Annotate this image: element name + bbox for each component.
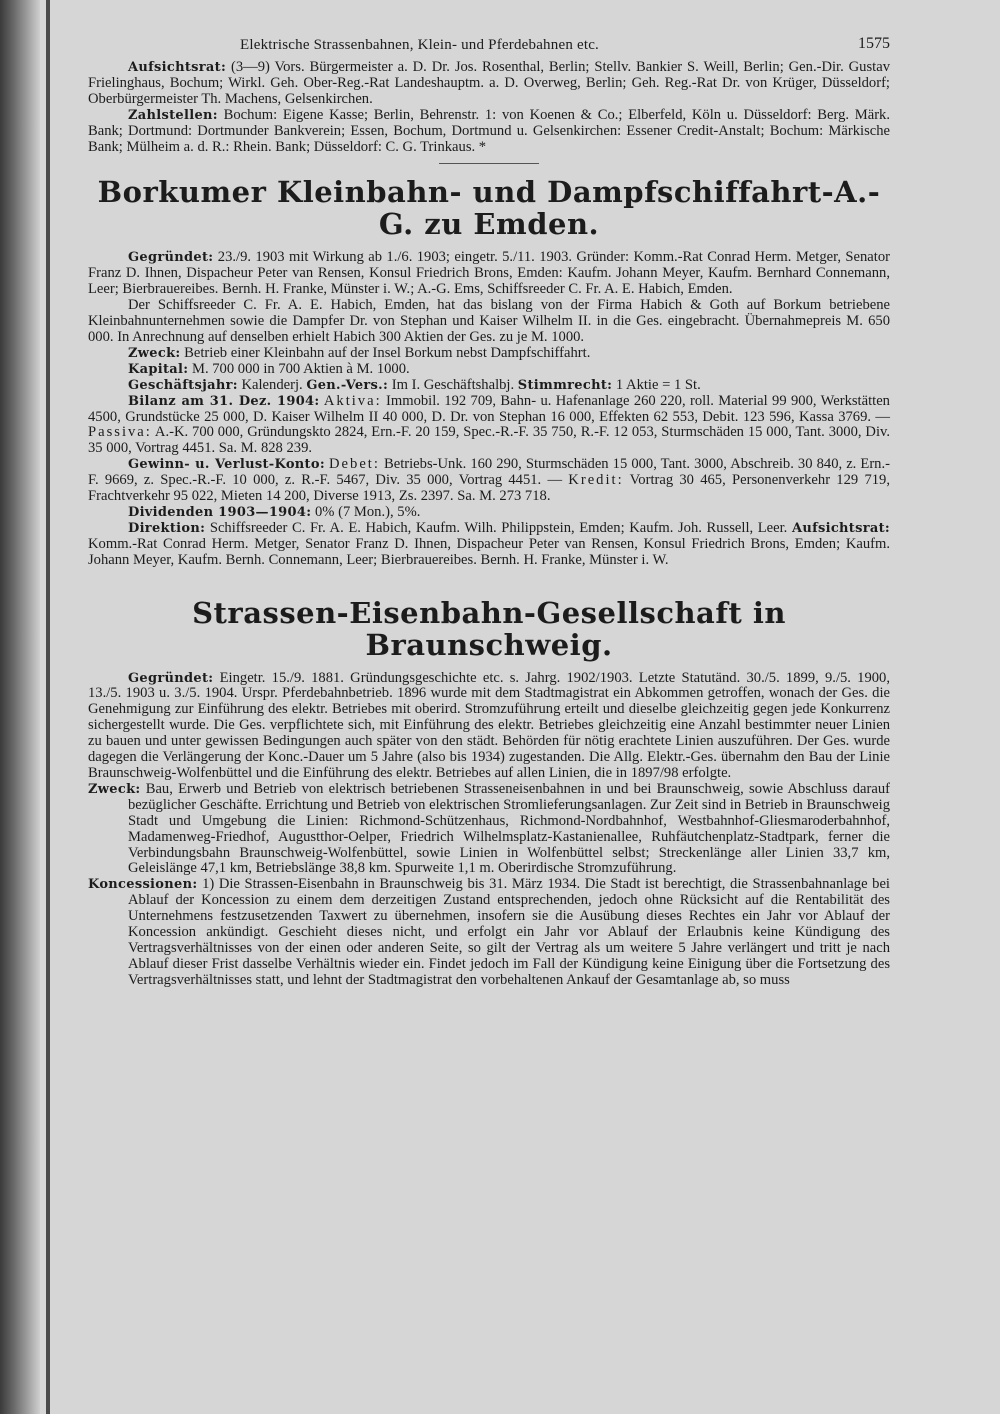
page-fold-line — [46, 0, 50, 1414]
text-debet: Betriebs-Unk. 160 290, Sturmschäden 15 000, Tant. 3000, Abschreib. 30 840, z. Ern.-F. 9669, z. Spec.-R.-F. 10 000, z. R.-F. 5467, Div. 35 000, Vortrag 4451. — — [88, 456, 890, 489]
label-geschaeftsjahr: Geschäftsjahr: — [128, 377, 238, 393]
label-genvers: Gen.-Vers.: — [306, 377, 389, 393]
text-koncessionen: 1) Die Strassen-Eisenbahn in Braunschweig bis 31. März 1934. Die Stadt ist berechtigt, die Strassenbahnanlage bei Ablauf der Koncession zu einem dem derzeitigen Zustand entsprechenden, jedoch ohne Rücksicht auf die Rentabilität des Unternehmens festzusetzenden Taxwert zu übernehmen, insofern sie die Ausübung dieses Rechtes ein Jahr vor Ablauf der Koncession ankündigt. Geschieht dieses nicht, und erfolgt ein Jahr vor Ablauf der Erlaubnis keine Kündigung des Vertragsverhältnisses von der einen oder anderen Seite, so gilt der Vertrag als um weitere 5 Jahre verlängert und tritt je nach Ablauf dieser Frist dasselbe Verhältnis wieder ein. Findet jedoch im Fall der Kündigung keine Einigung über die Fortsetzung des Vertragsverhältnisses statt, und lehnt der Stadtmagistrat den vorbehaltenen Ankauf der Gesamtanlage ab, so muss — [128, 876, 890, 988]
text-kredit: Vortrag 30 465, Personenverkehr 129 719, Frachtverkehr 95 022, Mieten 14 200, Diverse 1913, Zs. 2397. Sa. M. 273 718. — [88, 472, 890, 505]
document-page — [88, 34, 890, 989]
prev-zahlstellen — [88, 108, 890, 156]
text-direktion: Schiffsreeder C. Fr. A. E. Habich, Kaufm. Wilh. Philippstein, Emden; Kaufm. Joh. Russell, Leer. — [209, 519, 788, 536]
text-zweck: Betrieb einer Kleinbahn auf der Insel Borkum nebst Dampfschiffahrt. — [184, 344, 591, 361]
borkum-guv — [88, 457, 890, 505]
borkum-direktion — [88, 521, 890, 569]
borkum-geschaeftsjahr — [88, 378, 890, 394]
page-number: 1575 — [858, 35, 890, 52]
running-head — [88, 34, 890, 60]
text-gegruendet-bs: Eingetr. 15./9. 1881. Gründungsgeschichte etc. s. Jahrg. 1902/1903. Letzte Statutänd. 30./5. 1899, 9./5. 1900, 13./5. 1903 u. 3./5. 1904. Urspr. Pferdebahnbetrieb. 1896 wurde mit dem Stadtmagistrat ein Abkommen getroffen, wonach der Ges. die Genehmigung zur Einführung des elektr. Betriebes mit oberird. Stromzuführung erteilt und dieselbe gleichzeitig gegen jede Konkurrenz sichergestellt wurde. Die Ges. verpflichtete sich, mit Einführung des elektr. Betriebes gleichzeitig eine Anzahl bestimmter neuer Linien zu bauen und unter gewissen Bedingungen auch später von den städt. Behörden für nötig erachtete Linien auszuführen. Der Ges. wurde dagegen die Verlängerung der Konc.-Dauer um 5 Jahre (also bis 1934) zugestanden. Die Allg. Elektr.-Ges. übernahm den Bau der Linie Braunschweig-Wolfenbüttel und die Einführung des elektr. Betriebes auf allen Linien, die in 1897/98 erfolgte. — [88, 669, 890, 781]
label-guv: Gewinn- u. Verlust-Konto: — [128, 457, 325, 473]
section-divider — [439, 163, 539, 164]
borkum-zweck — [88, 346, 890, 362]
borkum-dividenden — [88, 505, 890, 521]
text-dividenden: 0% (7 Mon.), 5%. — [314, 503, 421, 520]
label-zweck: Zweck: — [128, 345, 181, 361]
braunschweig-koncessionen — [88, 877, 890, 988]
label-aufsichtsrat-borkum: Aufsichtsrat: — [791, 520, 890, 536]
label-dividenden: Dividenden 1903—1904: — [128, 504, 312, 520]
word-passiva: Passiva: — [88, 424, 152, 441]
label-bilanz: Bilanz am 31. Dez. 1904: — [128, 393, 320, 409]
text-aktiva: Immobil. 192 709, Bahn- u. Hafenanlage 260 220, roll. Material 99 900, Werkstätten 4500, Grundstücke 25 000, D. Kaiser Wilhelm II 40 000, D. Dr. von Stephan 16 000, Effekten 62 553, Debit. 123 596, Kassa 3769. — — [88, 392, 890, 425]
text-kapital: M. 700 000 in 700 Aktien à M. 1000. — [191, 360, 410, 377]
text-stimmrecht: 1 Aktie = 1 St. — [615, 376, 701, 393]
label-kapital: Kapital: — [128, 361, 189, 377]
label-zahlstellen: Zahlstellen: — [128, 107, 218, 123]
braunschweig-gegruendet — [88, 671, 890, 782]
text-aufsichtsrat-borkum: Komm.-Rat Conrad Herm. Metger, Senator Franz D. Ihnen, Dispacheur Peter van Rensen, Konsul Friedrich Brons, Emden; Kaufm. Johann Meyer, Kaufm. Bernh. Connemann, Leer; Bierbrauereibes. Bernh. H. Franke, Münster i. W. — [88, 535, 890, 568]
running-head-title: Elektrische Strassenbahnen, Klein- und Pferdebahnen etc. — [240, 37, 599, 53]
text-aufsichtsrat: (3—9) Vors. Bürgermeister a. D. Dr. Jos. Rosenthal, Berlin; Stellv. Bankier S. Weill, Berlin; Gen.-Dir. Gustav Frielinghaus, Bochum; Wirkl. Geh. Ober-Reg.-Rat Landeshauptm. a. D. Overweg, Berlin; Geh. Reg.-Rat Dr. von Krüger, Düsseldorf; Oberbürgermeister Th. Machens, Gelsenkirchen. — [88, 59, 890, 107]
label-aufsichtsrat: Aufsichtsrat: — [128, 60, 227, 75]
text-gegruendet: 23./9. 1903 mit Wirkung ab 1./6. 1903; eingetr. 5./11. 1903. Gründer: Komm.-Rat Conrad Herm. Metger, Senator Franz D. Ihnen, Dispacheur Peter van Rensen, Konsul Friedrich Brons, Emden: Kaufm. Johann Meyer, Kaufm. Bernhard Connemann, Leer; Bierbrauereibes. Bernh. H. Franke, Münster i. W.; A.-G. Ems, Schiffsreeder C. Fr. A. E. Habich, Emden. — [88, 249, 890, 298]
label-stimmrecht: Stimmrecht: — [517, 377, 613, 393]
borkum-bilanz — [88, 394, 890, 458]
borkum-kapital — [88, 362, 890, 378]
word-debet: Debet: — [329, 456, 380, 473]
word-aktiva: Aktiva: — [323, 392, 382, 409]
borkum-paragraph: Der Schiffsreeder C. Fr. A. E. Habich, Emden, hat das bislang von der Firma Habich & Goth auf Borkum betriebene Kleinbahnunternehmen sowie die Dampfer Dr. von Stephan und Kaiser Wilhelm II. in die Ges. eingebracht. Übernahmepreis M. 650 000. In Anrechnung auf denselben erhielt Habich 300 Aktien der Ges. zu je M. 1000. — [88, 297, 890, 345]
heading-borkumer: Borkumer Kleinbahn- und Dampfschiffahrt-A.-G. zu Emden. — [97, 175, 881, 242]
text-passiva: A.-K. 700 000, Gründungsktо 2824, Ern.-F. 20 159, Spec.-R.-F. 35 750, R.-F. 12 053, Sturmschäden 15 000, Tant. 3000, Div. 35 000, Vortrag 4451. Sa. M. 828 239. — [88, 424, 891, 457]
borkum-gegruendet — [88, 250, 890, 298]
text-geschaeftsjahr: Kalenderj. — [241, 376, 303, 393]
text-zweck-bs: Bau, Erwerb und Betrieb von elektrisch betriebenen Strasseneisenbahnen in und bei Braunschweig, sowie Abschluss darauf bezüglicher Geschäfte. Errichtung und Betrieb von elektrischen Stromlieferungsanlagen. Zur Zeit sind in Betrieb in Braunschweig Stadt und Umgebung die Linien: Richmond-Schützenhaus, Richmond-Nordbahnhof, Westbahnhof-Gliesmaroderbahnhof, Madamenweg-Friedhof, Augustthor-Oelper, Friedrich Wilhelmsplatz-Kastanienallee, Ruhfäutchenplatz-Stadtpark, ferner die Verbindungsbahn Braunschweig-Wolfenbüttel, sowie Linien in Wolfenbüttel selbst; Streckenlänge aller Linien 33,7 km, Geleislänge 47,1 km, Betriebslänge 38,8 km. Spurweite 1,1 m. Oberirdische Stromzuführung. — [128, 780, 890, 877]
label-koncessionen: Koncessionen: — [88, 877, 198, 893]
label-zweck-bs: Zweck: — [88, 781, 141, 797]
label-gegruendet: Gegründet: — [128, 250, 214, 266]
braunschweig-zweck — [88, 782, 890, 877]
prev-aufsichtsrat — [88, 60, 890, 108]
heading-braunschweig: Strassen-Eisenbahn-Gesellschaft in Braunschweig. — [192, 595, 786, 662]
word-kredit: Kredit: — [568, 472, 624, 489]
text-genvers: Im I. Geschäftshalbj. — [391, 376, 515, 393]
label-direktion: Direktion: — [128, 520, 206, 536]
book-binding-edge — [0, 0, 40, 1414]
text-zahlstellen: Bochum: Eigene Kasse; Berlin, Behrenstr. 1: von Koenen & Co.; Elberfeld, Köln u. Düsseldorf: Berg. Märk. Bank; Dortmund: Dortmunder Bankverein; Essen, Bochum, Dortmund u. Gelsenkirchen: Essener Credit-Anstalt; Bochum: Märkische Bank; Mülheim a. d. R.: Rhein. Bank; Düsseldorf: C. G. Trinkaus. * — [88, 106, 890, 155]
label-gegruendet-bs: Gegründet: — [128, 670, 214, 686]
